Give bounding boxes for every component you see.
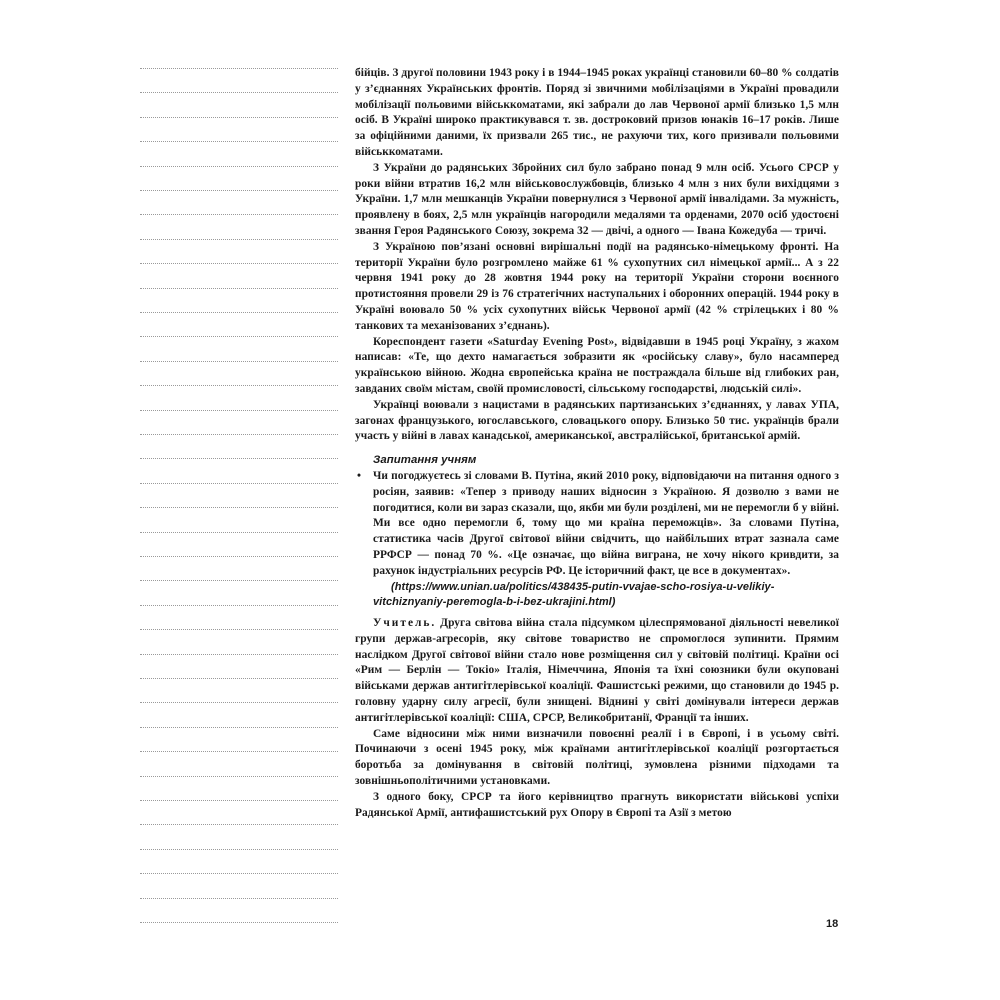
notes-margin xyxy=(140,68,338,944)
margin-note-line xyxy=(140,898,338,899)
margin-note-line xyxy=(140,751,338,752)
margin-note-line xyxy=(140,483,338,484)
margin-note-line xyxy=(140,336,338,337)
margin-note-line xyxy=(140,556,338,557)
margin-note-line xyxy=(140,654,338,655)
main-text-column xyxy=(355,66,839,821)
margin-note-line xyxy=(140,873,338,874)
margin-note-line xyxy=(140,824,338,825)
margin-note-line xyxy=(140,166,338,167)
margin-note-line xyxy=(140,312,338,313)
question-text: Чи погоджуєтесь зі словами В. Путіна, який 2010 року, відповідаючи на питання одного з росіян, заявив: «Тепер з приводу наших відносин з Україною. Я дозволю з вами не погодитися, коли ви зараз сказали, що, якби ми були розділені, ми не перемогли б у війні. Ми все одно перемогли б, тому що ми країна переможців». За словами Путіна, статистика часів Другої світової війни свідчить, що найбільших втрат зазнала саме РРФСР — понад 70 %. «Це означає, що війна виграна, не хочу нікого кривдити, за рахунок індустріальних ресурсів РФ. Це історичний факт, це все в документах». xyxy=(373,469,839,577)
question-block xyxy=(355,469,839,580)
paragraph-teacher xyxy=(355,616,839,727)
source-link: (https://www.unian.ua/politics/438435-putin-vvajae-scho-rosiya-u-velikiy-vitchiznyaniy-peremogla-b-i-bez-ukrajini.html) xyxy=(373,580,775,609)
paragraph-8: З одного боку, СРСР та його керівництво прагнуть використати військові успіхи Радянської Армії, антифашистський рух Опору в Європі та Азії з метою xyxy=(355,790,839,819)
margin-note-line xyxy=(140,532,338,533)
margin-note-line xyxy=(140,580,338,581)
margin-note-line xyxy=(140,605,338,606)
teacher-label: Учитель. xyxy=(373,617,437,630)
margin-note-line xyxy=(140,727,338,728)
paragraph-7: Саме відносини між ними визначили повоєнні реалії і в Європі, і в усьому світі. Починаючи з осені 1945 року, між країнами антигітлерівської коаліції розгортається боротьба за домінування в світовій політиці, зумовлена різними підходами та зовнішньополітичними установками. xyxy=(355,727,839,788)
margin-note-line xyxy=(140,68,338,69)
paragraph-5: Українці воювали з нацистами в радянських партизанських з’єднаннях, у лавах УПА, загонах французького, югославського, словацького опору. Близько 50 тис. українців брали участь у війні в лавах канадської, американської, австралійської, британської армій. xyxy=(355,398,839,443)
margin-note-line xyxy=(140,263,338,264)
teacher-text: Друга світова війна стала підсумком цілеспрямованої діяльності невеликої групи держав-агресорів, яку світове товариство не спромоглося зупинити. Прямим наслідком Другої світової війни стало нове розміщення сил у світовій політиці. Країни осі «Рим — Берлін — Токіо» Італія, Німеччина, Японія та їхні союзники були окуповані військами держав антигітлерівської коаліції. Фашистські режими, що становили до 1945 р. головну ударну силу агресії, були знищені. Віднині у світі домінували інтереси держав антигітлерівської коаліції: США, СРСР, Великобританії, Франції та інших. xyxy=(355,617,839,724)
margin-note-line xyxy=(140,190,338,191)
margin-note-line xyxy=(140,776,338,777)
margin-note-line xyxy=(140,678,338,679)
margin-note-line xyxy=(140,849,338,850)
margin-note-line xyxy=(140,507,338,508)
margin-note-line xyxy=(140,385,338,386)
bullet-marker: • xyxy=(357,469,362,482)
margin-note-line xyxy=(140,288,338,289)
margin-note-line xyxy=(140,92,338,93)
paragraph-2: З України до радянських Збройних сил було забрано понад 9 млн осіб. Усього СРСР у роки війни втратив 16,2 млн військовослужбовців, близько 4 млн з них були вихідцями з України. 1,7 млн мешканців України повернулися з Червоної армії інвалідами. За мужність, проявлену в боях, 2,5 млн українців нагородили медалями та орденами, 2070 осіб удостоєні звання Героя Радянського Союзу, зокрема 32 — двічі, а одного — Івана Кожедуба — тричі. xyxy=(355,161,839,237)
paragraph-1: бійців. З другої половини 1943 року і в 1944–1945 роках українці становили 60–80 % солдатів у з’єднаннях Українських фронтів. Поряд зі звичними мобілізаціями в Україні провадили мобілізації польовими військкоматами, які забрали до лав Червоної армії близько 1,5 млн осіб. В Україні широко практикувався т. зв. достроковий призов юнаків 16–17 років. Лише за офіційними даними, їх призвали 265 тис., не рахуючи тих, кого призивали польовими військкоматами. xyxy=(355,67,839,158)
question-heading: Запитання учням xyxy=(373,454,477,467)
margin-note-line xyxy=(140,458,338,459)
paragraph-3: З Україною пов’язані основні вирішальні події на радянсько-німецькому фронті. На території України було розгромлено майже 61 % сухопутних сил німецької армії... А з 22 червня 1941 року до 28 жовтня 1944 року на території України сторони воєнного протистояння провели 29 із 76 стратегічних наступальних і оборонних операцій. 1944 року в Україні воювало 50 % усіх сухопутних військ Червоної армії (42 % стрілецьких і 80 % танкових та механізованих з’єднань). xyxy=(355,240,839,332)
margin-note-line xyxy=(140,922,338,923)
margin-note-line xyxy=(140,239,338,240)
paragraph-4: Кореспондент газети «Saturday Evening Post», відвідавши в 1945 році Україну, з жахом написав: «Те, що дехто намагається зобразити як «російську славу», було насамперед українською війною. Жодна європейська країна не постраждала більше від глибоких ран, завданих своїм містам, своїй промисловості, сільському господарстві, людській силі». xyxy=(355,335,839,395)
margin-note-line xyxy=(140,141,338,142)
margin-note-line xyxy=(140,629,338,630)
margin-note-line xyxy=(140,410,338,411)
margin-note-line xyxy=(140,214,338,215)
page-number: 18 xyxy=(826,918,839,930)
margin-note-line xyxy=(140,702,338,703)
margin-note-line xyxy=(140,361,338,362)
margin-note-line xyxy=(140,800,338,801)
margin-note-line xyxy=(140,117,338,118)
margin-note-line xyxy=(140,434,338,435)
